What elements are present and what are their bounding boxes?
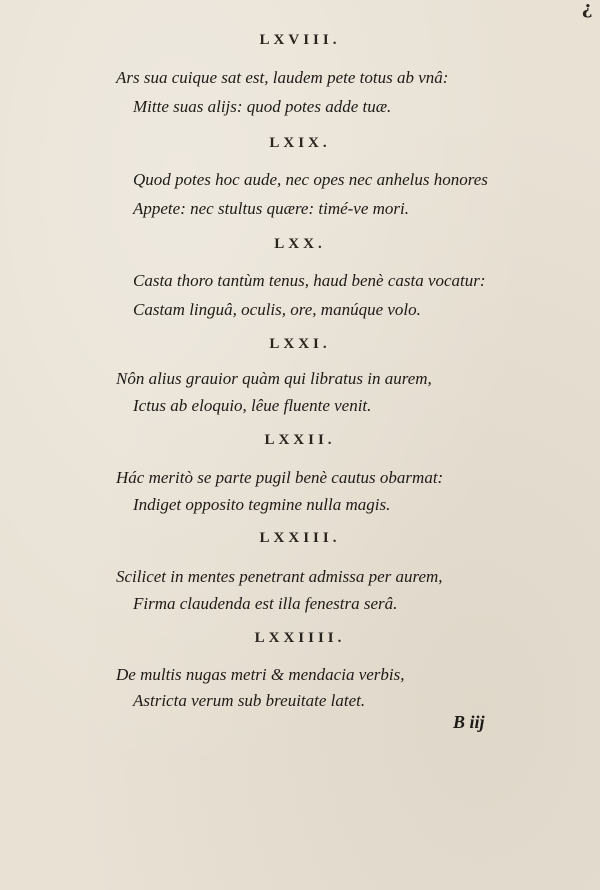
verse-line: Nôn alius grauior quàm qui libratus in aurem, xyxy=(116,369,432,388)
verse-line: Ictus ab eloquio, lêue fluente venit. xyxy=(133,396,372,415)
verse-line: Mitte suas alijs: quod potes adde tuæ. xyxy=(133,97,392,116)
verse-line: Hác meritò se parte pugil benè cautus obarmat: xyxy=(116,468,444,487)
epigram-numeral: LXXII. xyxy=(264,432,336,448)
verse-line: Indiget opposito tegmine nulla magis. xyxy=(133,495,391,514)
verse-line: Appete: nec stultus quære: timé-ve mori. xyxy=(133,199,410,218)
epigram-numeral: LXIX. xyxy=(269,135,331,151)
verse-line: Scilicet in mentes penetrant admissa per aurem, xyxy=(116,567,443,586)
epigram-numeral: LXX. xyxy=(274,236,326,252)
verse-line: De multis nugas metri & mendacia verbis, xyxy=(116,665,405,684)
corner-mark: ¿ xyxy=(582,0,593,19)
signature-mark: B iij xyxy=(453,712,485,732)
epigram-numeral: LXVIII. xyxy=(259,32,341,48)
verse-line: Ars sua cuique sat est, laudem pete totus ab vnâ: xyxy=(116,68,449,87)
epigram-numeral: LXXI. xyxy=(269,336,331,352)
verse-line: Firma claudenda est illa fenestra serâ. xyxy=(133,594,398,613)
verse-line: Quod potes hoc aude, nec opes nec anhelus honores xyxy=(133,170,488,189)
verse-line: Casta thoro tantùm tenus, haud benè casta vocatur: xyxy=(133,271,486,290)
verse-line: Castam linguâ, oculis, ore, manúque volo. xyxy=(133,300,421,319)
epigram-numeral: LXXIIII. xyxy=(254,630,346,646)
epigram-numeral: LXXIII. xyxy=(259,530,341,546)
verse-line: Astricta verum sub breuitate latet. xyxy=(133,691,366,710)
